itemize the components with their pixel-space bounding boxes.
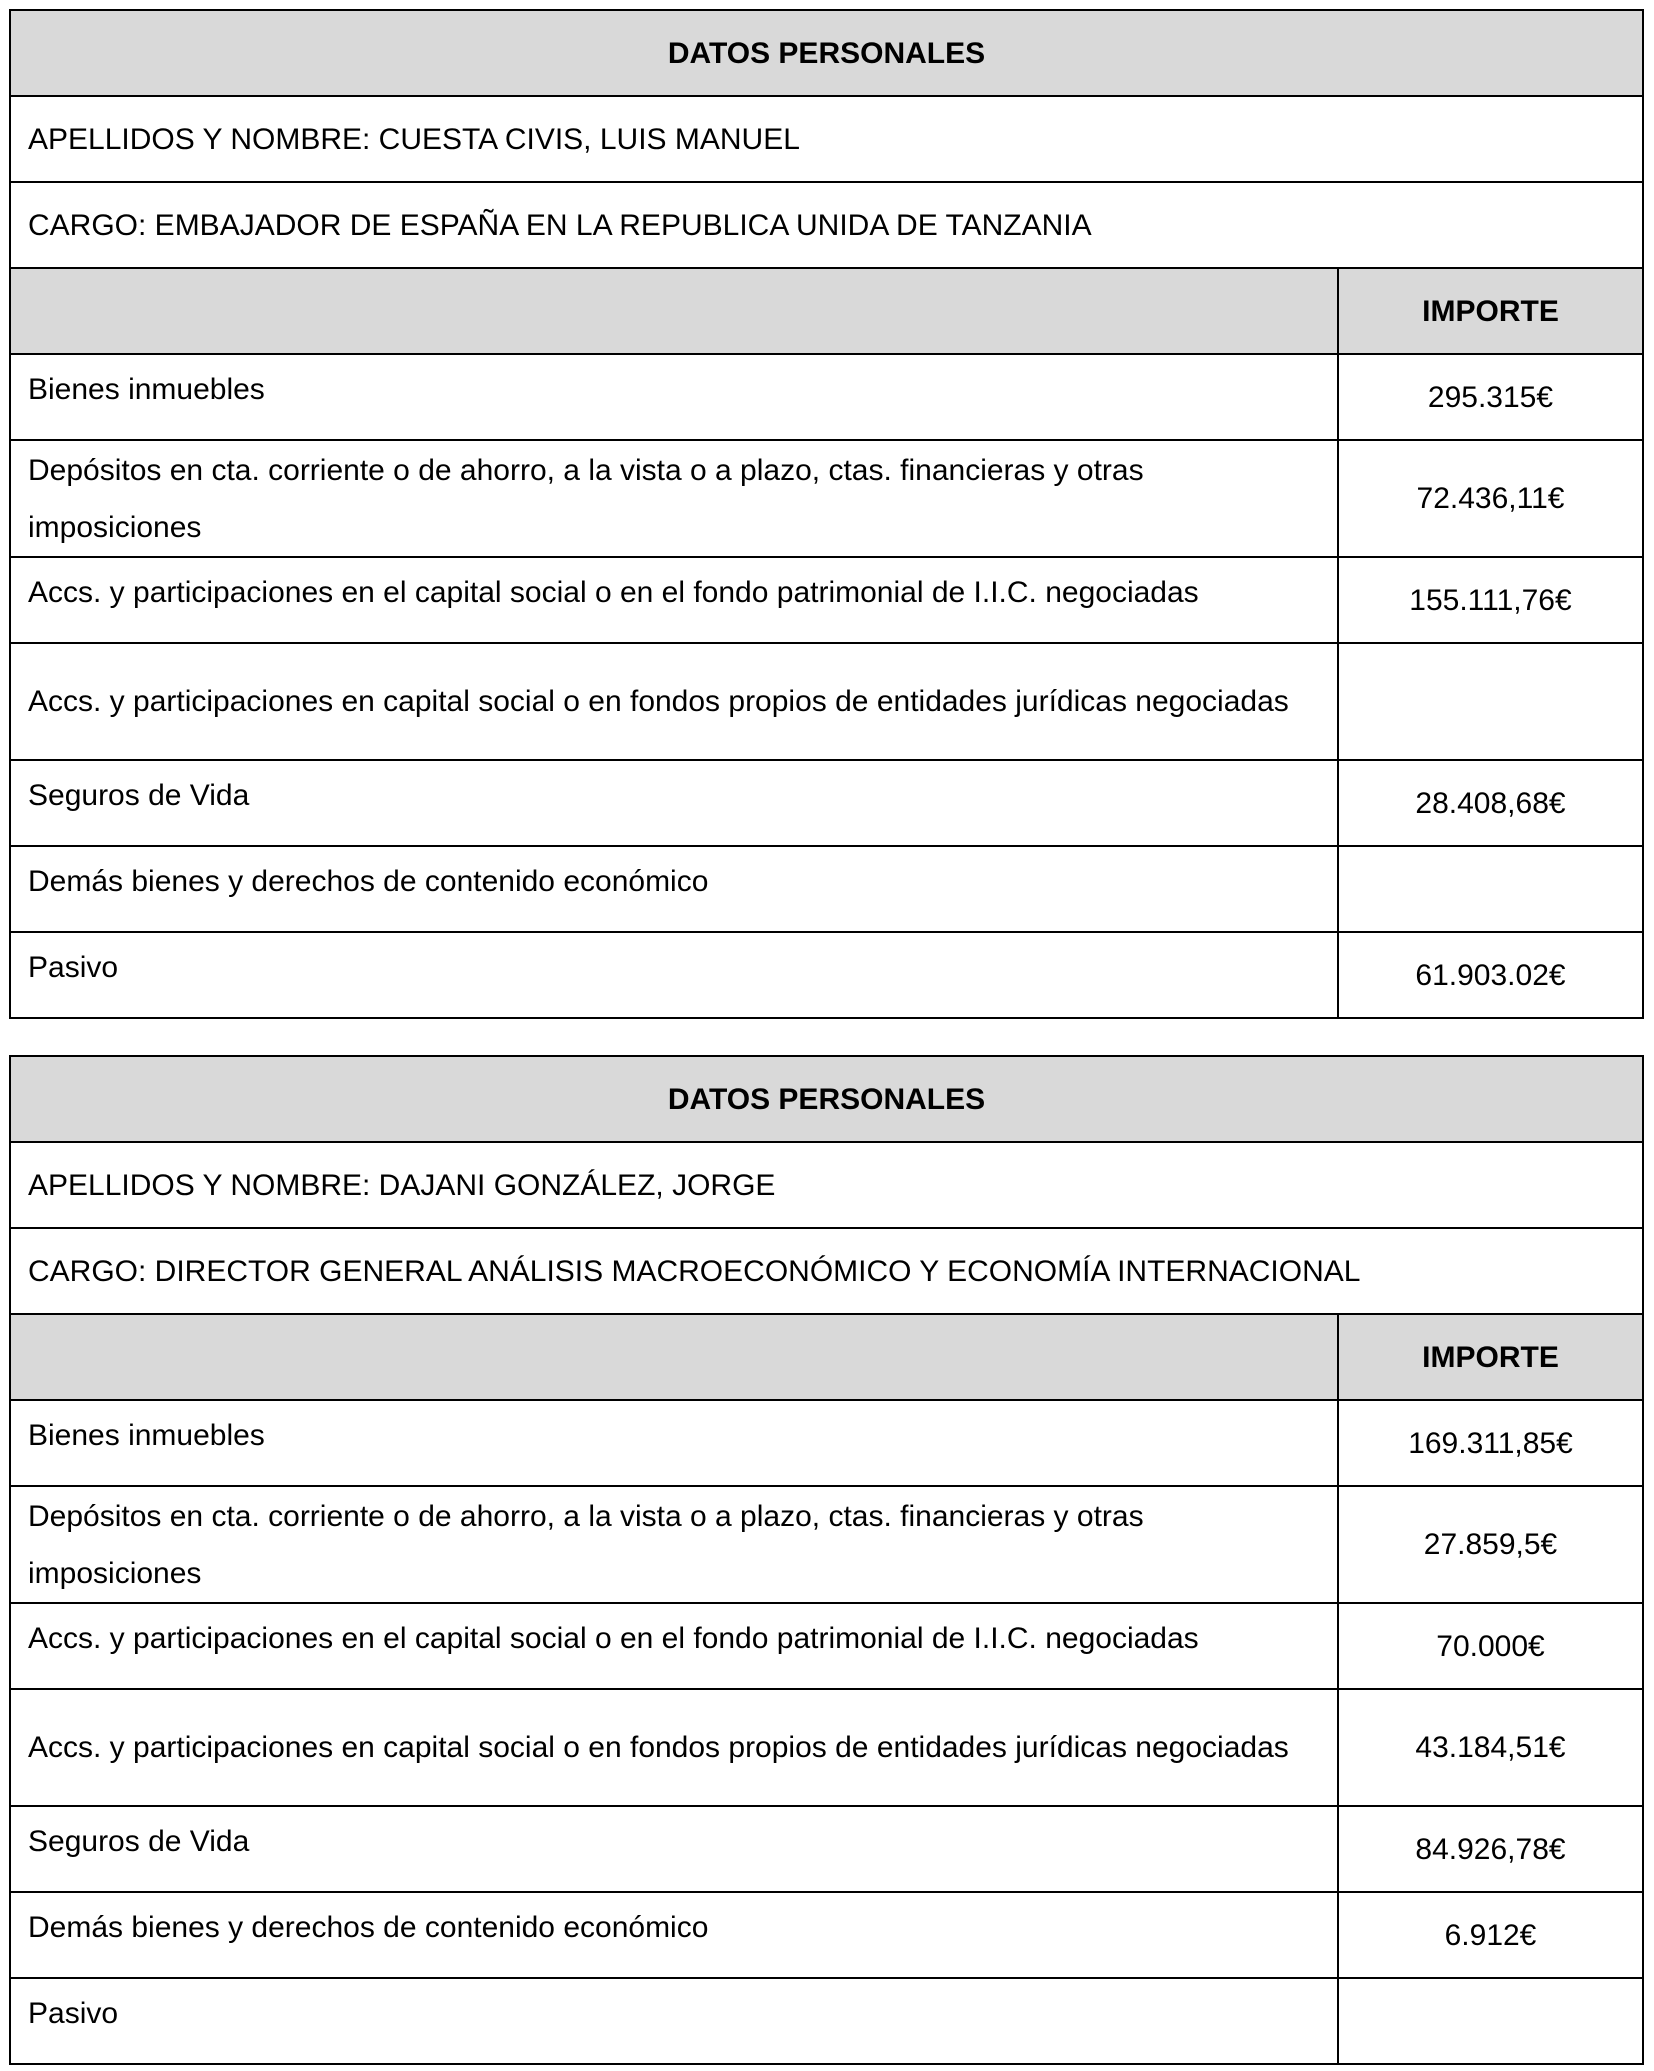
row-value-seguros: 84.926,78€ [1338,1806,1643,1892]
row-value-depositos: 27.859,5€ [1338,1486,1643,1603]
row-value-pasivo [1338,1978,1643,2064]
row-value-entidades [1338,643,1643,760]
blank-header-cell [10,1314,1338,1400]
row-label-entidades: Accs. y participaciones en capital social o en fondos propios de entidades jurídicas negociadas [10,643,1338,760]
cargo-line: CARGO: EMBAJADOR DE ESPAÑA EN LA REPUBLICA UNIDA DE TANZANIA [10,182,1643,268]
section-header: DATOS PERSONALES [10,10,1643,96]
section-header: DATOS PERSONALES [10,1056,1643,1142]
row-value-iic: 70.000€ [1338,1603,1643,1689]
blank-header-cell [10,268,1338,354]
row-label-iic: Accs. y participaciones en el capital social o en el fondo patrimonial de I.I.C. negociadas [10,1603,1338,1689]
row-value-pasivo: 61.903.02€ [1338,932,1643,1018]
row-label-seguros: Seguros de Vida [10,1806,1338,1892]
row-label-iic: Accs. y participaciones en el capital social o en el fondo patrimonial de I.I.C. negociadas [10,557,1338,643]
row-value-bienes-inmuebles: 169.311,85€ [1338,1400,1643,1486]
asset-table [9,9,1644,1019]
importe-header: IMPORTE [1338,268,1643,354]
row-label-demas-bienes: Demás bienes y derechos de contenido económico [10,846,1338,932]
cargo-line: CARGO: DIRECTOR GENERAL ANÁLISIS MACROECONÓMICO Y ECONOMÍA INTERNACIONAL [10,1228,1643,1314]
row-label-bienes-inmuebles: Bienes inmuebles [10,354,1338,440]
row-value-demas-bienes: 6.912€ [1338,1892,1643,1978]
row-label-demas-bienes: Demás bienes y derechos de contenido económico [10,1892,1338,1978]
name-line: APELLIDOS Y NOMBRE: CUESTA CIVIS, LUIS MANUEL [10,96,1643,182]
declaration-table-dajani [9,1055,1644,2065]
row-value-iic: 155.111,76€ [1338,557,1643,643]
name-line: APELLIDOS Y NOMBRE: DAJANI GONZÁLEZ, JORGE [10,1142,1643,1228]
row-label-pasivo: Pasivo [10,932,1338,1018]
row-label-pasivo: Pasivo [10,1978,1338,2064]
row-label-bienes-inmuebles: Bienes inmuebles [10,1400,1338,1486]
row-value-entidades: 43.184,51€ [1338,1689,1643,1806]
importe-header: IMPORTE [1338,1314,1643,1400]
row-value-depositos: 72.436,11€ [1338,440,1643,557]
row-value-demas-bienes [1338,846,1643,932]
row-label-depositos: Depósitos en cta. corriente o de ahorro, a la vista o a plazo, ctas. financieras y otras imposiciones [10,1486,1338,1603]
row-label-seguros: Seguros de Vida [10,760,1338,846]
row-label-entidades: Accs. y participaciones en capital social o en fondos propios de entidades jurídicas negociadas [10,1689,1338,1806]
row-value-seguros: 28.408,68€ [1338,760,1643,846]
row-label-depositos: Depósitos en cta. corriente o de ahorro, a la vista o a plazo, ctas. financieras y otras imposiciones [10,440,1338,557]
row-value-bienes-inmuebles: 295.315€ [1338,354,1643,440]
asset-table [9,1055,1644,2065]
declaration-table-cuesta [9,9,1644,1019]
